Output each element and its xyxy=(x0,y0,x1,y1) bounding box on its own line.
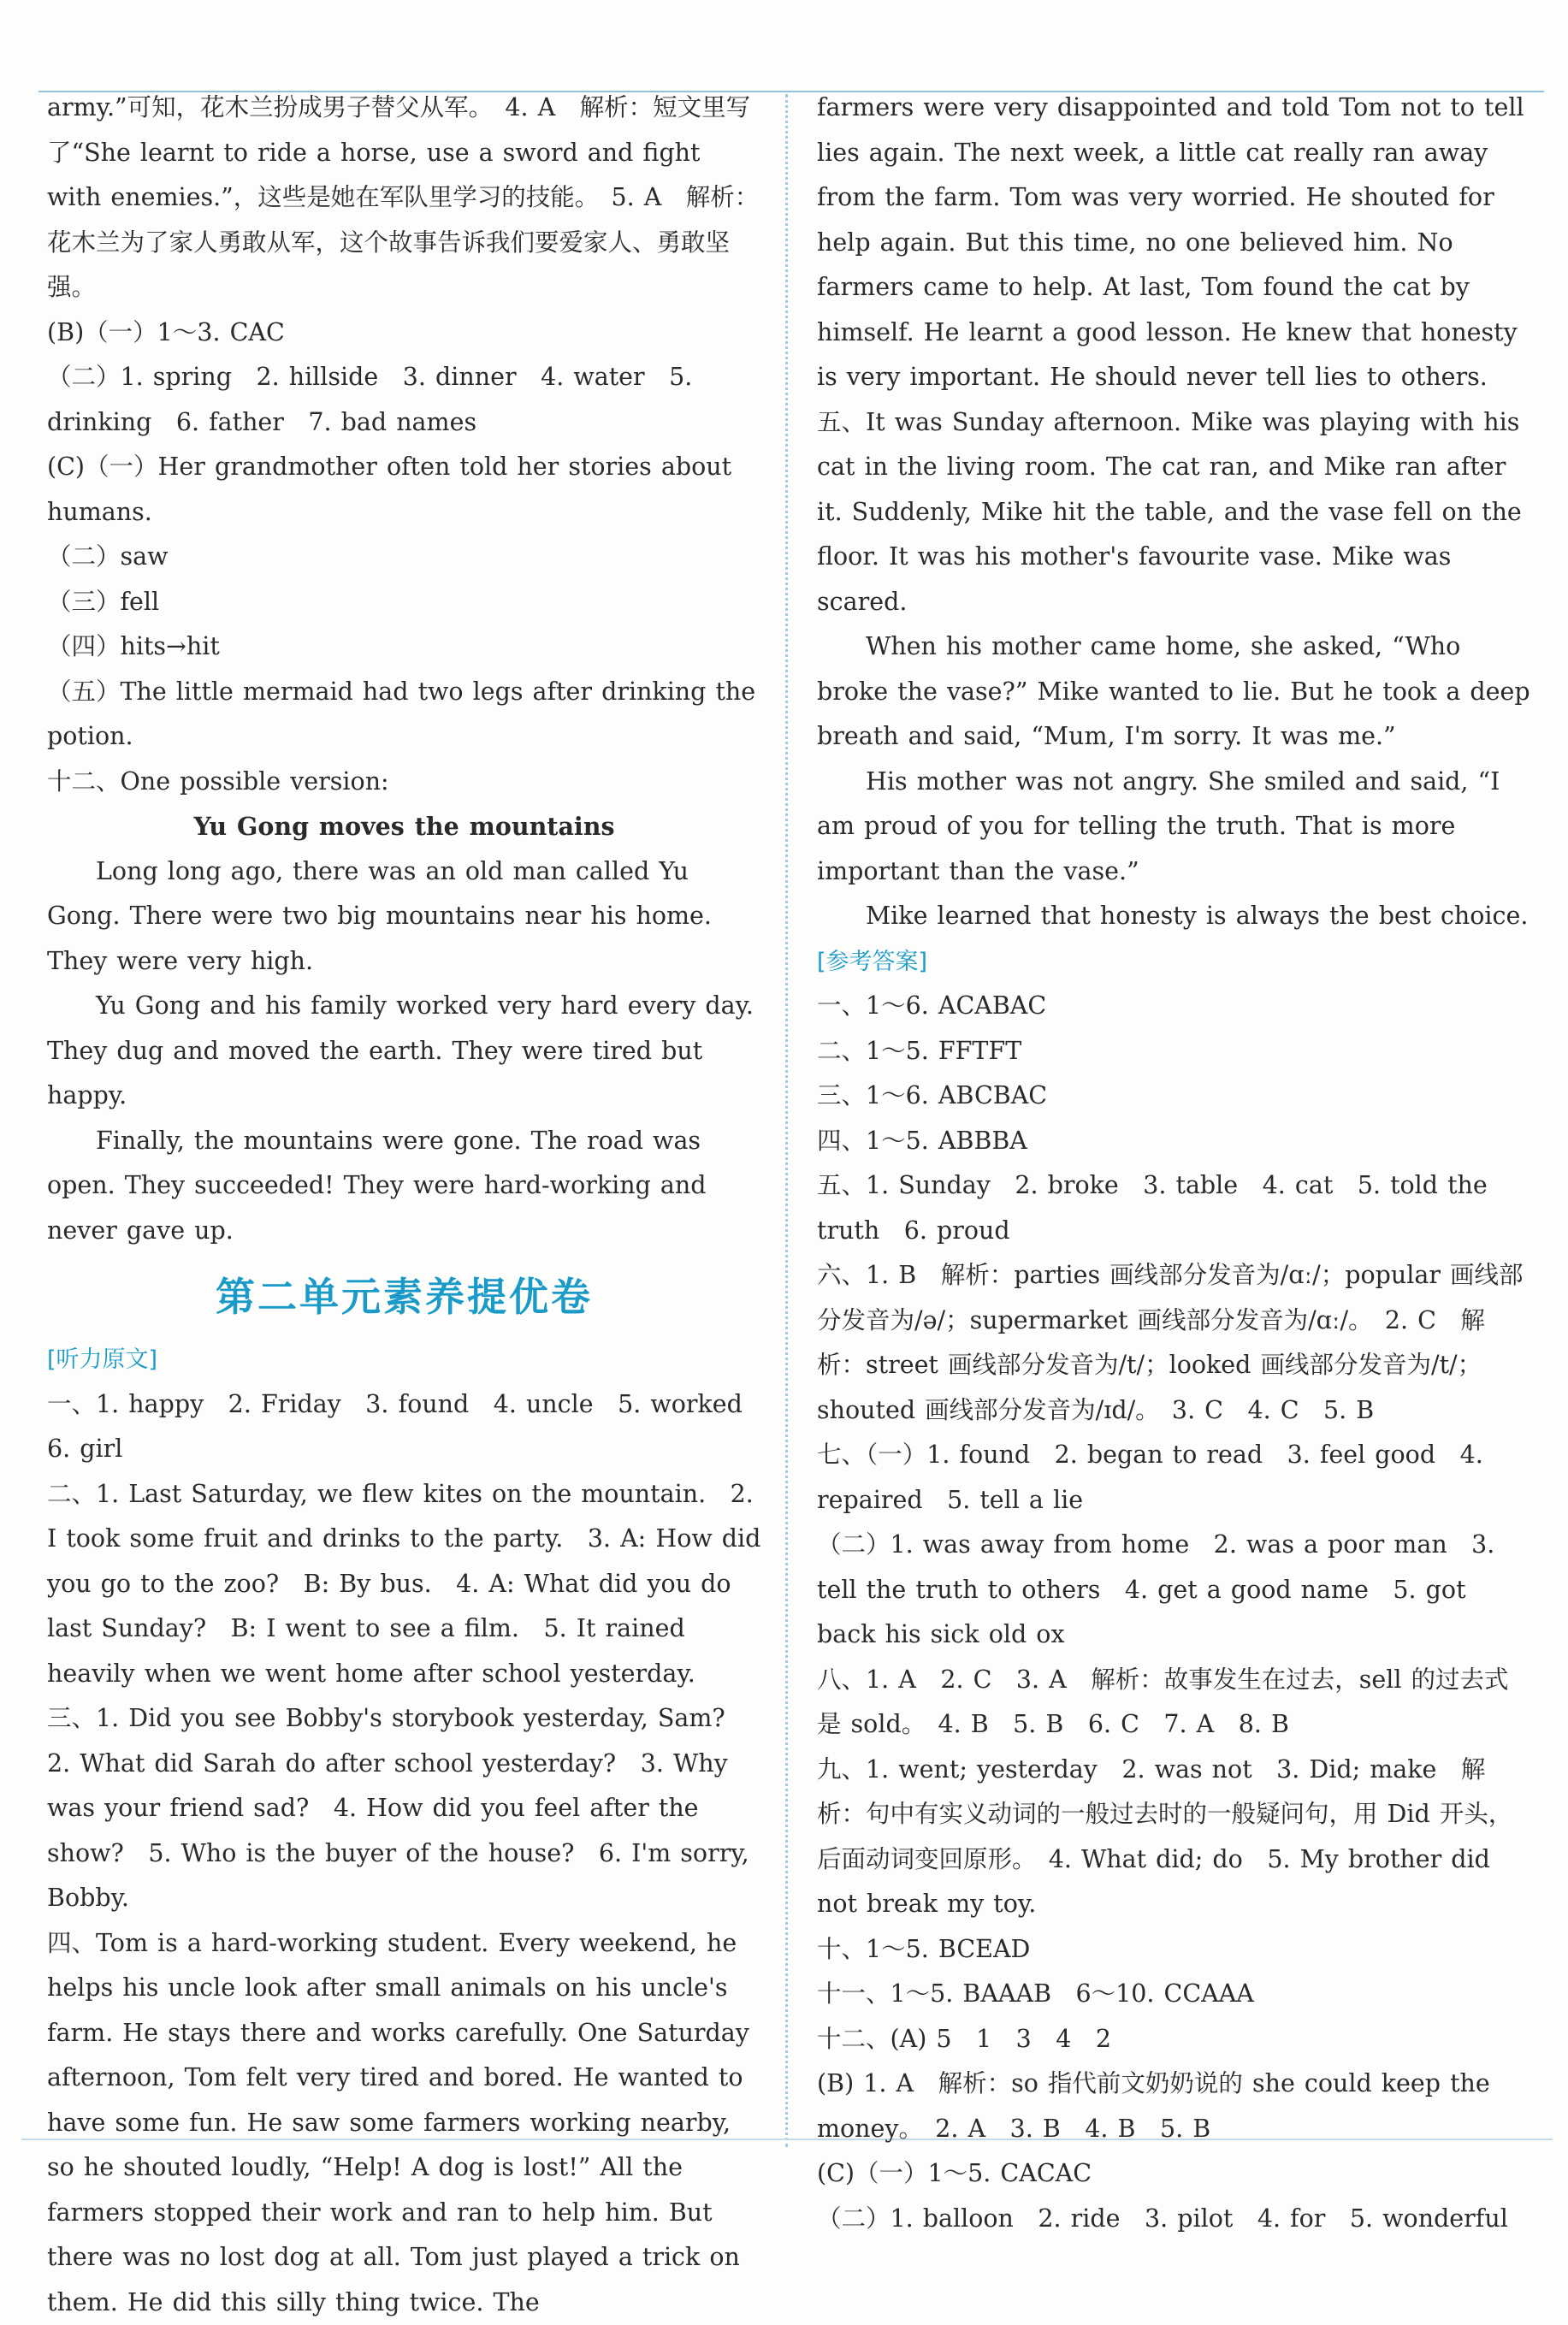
right-column xyxy=(817,86,1531,2241)
left-paragraph-3: (C)（一）Her grandmother often told her stories about humans. xyxy=(47,445,761,535)
left-paragraph-1: (B)（一）1～3. CAC xyxy=(47,311,761,356)
left-column xyxy=(47,86,761,2325)
right-paragraph-9: 四、1～5. ABBBA xyxy=(817,1119,1531,1164)
right-paragraph-0: farmers were very disappointed and told Tom not to tell lies again. The next week, a little cat really ran away from the farm. Tom was very worried. He shouted for help again. But this time, no one believed him. No farmers came to help. At last, Tom found the cat by himself. He learnt a good lesson. He knew that honesty is very important. He should never tell lies to others. xyxy=(817,86,1531,400)
section-tag: [参考答案] xyxy=(817,945,927,979)
section-title: 第二单元素养提优卷 xyxy=(47,1262,761,1332)
left-paragraph-0: army.”可知，花木兰扮成男子替父从军。 4. A 解析：短文里写了“She learnt to ride a horse, use a sword and fight with enemies.”，这些是她在军队里学习的技能。 5. A 解析：花木兰为了家人勇敢从军，这个故事告诉我们要爱家人、勇敢坚强。 xyxy=(47,86,761,311)
right-paragraph-20: (C)（一）1～5. CACAC xyxy=(817,2151,1531,2197)
right-paragraph-19: (B) 1. A 解析：so 指代前文奶奶说的 she could keep the money。 2. A 3. B 4. B 5. B xyxy=(817,2062,1531,2151)
left-paragraph-11: Yu Gong and his family worked very hard every day. They dug and moved the earth. They were tired but happy. xyxy=(47,984,761,1119)
right-paragraph-10: 五、1. Sunday 2. broke 3. table 4. cat 5. told the truth 6. proud xyxy=(817,1163,1531,1253)
left-paragraph-18: 四、Tom is a hard-working student. Every weekend, he helps his uncle look after small animals on his uncle's farm. He stays there and works carefully. One Saturday afternoon, Tom felt very tired and bored. He wanted to have some fun. He saw some farmers working nearby, so he shouted loudly, “Help! A dog is lost!” All the farmers stopped their work and ran to help him. But there was no lost dog at all. Tom just played a trick on them. He did this silly thing twice. The xyxy=(47,1921,761,2325)
right-paragraph-21: （二）1. balloon 2. ride 3. pilot 4. for 5. wonderful xyxy=(817,2197,1531,2242)
right-paragraph-12: 七、（一）1. found 2. began to read 3. feel good 4. repaired 5. tell a lie xyxy=(817,1433,1531,1523)
left-paragraph-16: 二、1. Last Saturday, we flew kites on the mountain. 2. I took some fruit and drinks to the party. 3. A: How did you go to the zoo? B: By bus. 4. A: What did you do last Sunday? B: I went to see a film. 5. It rained heavily when we went home after school yesterday. xyxy=(47,1472,761,1697)
right-paragraph-15: 九、1. went; yesterday 2. was not 3. Did; make 解析：句中有实义动词的一般过去时的一般疑问句，用 Did 开头，后面动词变回原形。 4. What did; do 5. My brother did not break my toy. xyxy=(817,1748,1531,1927)
right-paragraph-17: 十一、1～5. BAAAB 6～10. CCAAA xyxy=(817,1972,1531,2017)
right-paragraph-11: 六、1. B 解析：parties 画线部分发音为/ɑː/；popular 画线部分发音为/ə/；supermarket 画线部分发音为/ɑː/。 2. C 解析：street 画线部分发音为/t/；looked 画线部分发音为/t/；shouted 画线部分发音为/ɪd/。 3. C 4. C 5. B xyxy=(817,1253,1531,1433)
left-paragraph-12: Finally, the mountains were gone. The road was open. They succeeded! They were hard-working and never gave up. xyxy=(47,1119,761,1254)
right-paragraph-4: Mike learned that honesty is always the best choice. xyxy=(817,894,1531,939)
left-paragraph-4: （二）saw xyxy=(47,535,761,580)
right-paragraph-18: 十二、(A) 5 1 3 4 2 xyxy=(817,2017,1531,2062)
right-paragraph-2: When his mother came home, she asked, “Who broke the vase?” Mike wanted to lie. But he took a deep breath and said, “Mum, I'm sorry. It was me.” xyxy=(817,624,1531,760)
right-paragraph-8: 三、1～6. ABCBAC xyxy=(817,1074,1531,1119)
right-paragraph-16: 十、1～5. BCEAD xyxy=(817,1927,1531,1973)
left-paragraph-5: （三）fell xyxy=(47,580,761,625)
right-paragraph-3: His mother was not angry. She smiled and said, “I am proud of you for telling the truth. That is more important than the vase.” xyxy=(817,760,1531,895)
left-paragraph-8: 十二、One possible version: xyxy=(47,760,761,805)
right-paragraph-13: （二）1. was away from home 2. was a poor man 3. tell the truth to others 4. get a good name 5. got back his sick old ox xyxy=(817,1523,1531,1658)
column-divider xyxy=(785,94,788,2147)
right-paragraph-7: 二、1～5. FFTFT xyxy=(817,1029,1531,1074)
left-paragraph-2: （二）1. spring 2. hillside 3. dinner 4. water 5. drinking 6. father 7. bad names xyxy=(47,355,761,445)
right-paragraph-14: 八、1. A 2. C 3. A 解析：故事发生在过去，sell 的过去式是 sold。 4. B 5. B 6. C 7. A 8. B xyxy=(817,1658,1531,1748)
left-paragraph-15: 一、1. happy 2. Friday 3. found 4. uncle 5. worked 6. girl xyxy=(47,1382,761,1472)
right-paragraph-1: 五、It was Sunday afternoon. Mike was playing with his cat in the living room. The cat ran, and Mike ran after it. Suddenly, Mike hit the table, and the vase fell on the floor. It was his mother's favourite vase. Mike was scared. xyxy=(817,400,1531,625)
left-paragraph-9: Yu Gong moves the mountains xyxy=(47,804,761,849)
left-paragraph-10: Long long ago, there was an old man called Yu Gong. There were two big mountains near his home. They were very high. xyxy=(47,849,761,985)
left-paragraph-7: （五）The little mermaid had two legs after drinking the potion. xyxy=(47,670,761,760)
right-paragraph-6: 一、1～6. ACABAC xyxy=(817,984,1531,1029)
section-tag: [听力原文] xyxy=(47,1343,157,1377)
left-paragraph-6: （四）hits→hit xyxy=(47,624,761,670)
left-paragraph-17: 三、1. Did you see Bobby's storybook yesterday, Sam? 2. What did Sarah do after school yesterday? 3. Why was your friend sad? 4. How did you feel after the show? 5. Who is the buyer of the house? 6. I'm sorry, Bobby. xyxy=(47,1696,761,1921)
